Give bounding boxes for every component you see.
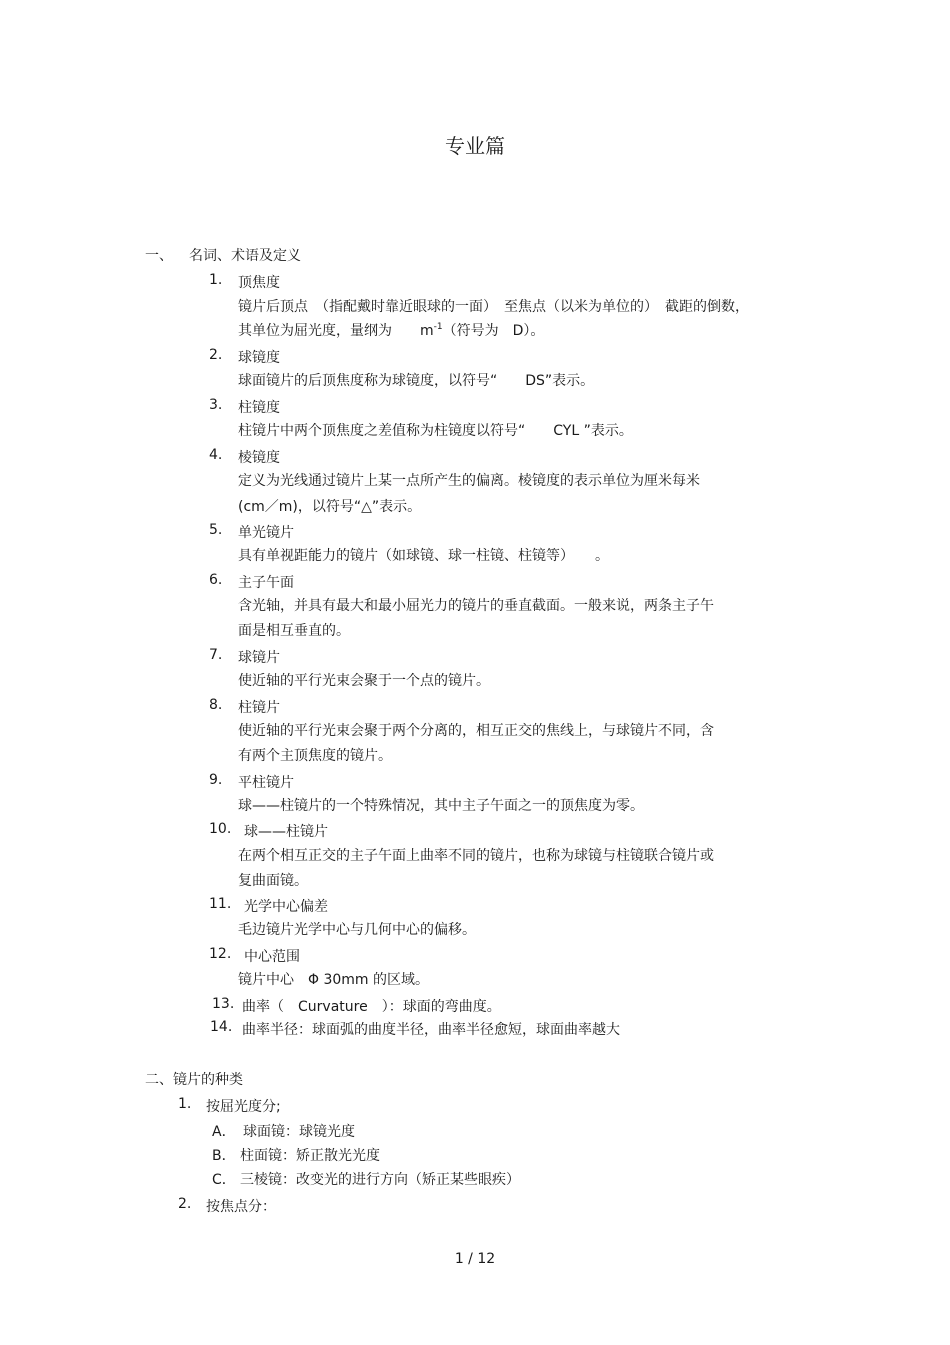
- item-9-number: 9.: [209, 772, 223, 788]
- item-4-number: 4.: [209, 447, 223, 463]
- item-6-line-2: 面是相互垂直的。: [238, 623, 350, 639]
- item-10-line-1: 在两个相互正交的主子午面上曲率不同的镜片，也称为球镜与柱镜联合镜片或: [238, 848, 714, 864]
- item-14-number: 14.: [210, 1019, 233, 1035]
- item-13-number: 13.: [212, 996, 235, 1012]
- item-5-number: 5.: [209, 522, 223, 538]
- item-6-number: 6.: [209, 572, 223, 588]
- item-7-number: 7.: [209, 647, 223, 663]
- section2-item-a-marker: A．: [212, 1124, 236, 1140]
- section2-heading: 二、镜片的种类: [145, 1072, 243, 1088]
- item-9-term: 平柱镜片: [238, 775, 294, 791]
- item-1-line-2-end: （符号为 D）。: [442, 323, 545, 339]
- item-12-term: 中心范围: [244, 949, 300, 965]
- item-1-superscript: -1: [433, 322, 443, 332]
- section1-marker: 一、: [145, 248, 173, 264]
- item-3-term: 柱镜度: [238, 400, 280, 416]
- item-2-number: 2.: [209, 347, 223, 363]
- item-6-line-1: 含光轴，并具有最大和最小屈光力的镜片的垂直截面。一般来说，两条主子午: [238, 598, 714, 614]
- item-12-number: 12.: [209, 946, 232, 962]
- item-10-term: 球——柱镜片: [244, 824, 328, 840]
- item-1-term: 顶焦度: [238, 275, 280, 291]
- item-1-line-1: 镜片后顶点 （指配戴时靠近眼球的一面） 至焦点（以米为单位的） 截距的倒数，: [238, 299, 749, 315]
- item-3-line-1: 柱镜片中两个顶焦度之差值称为柱镜度以符号“ CYL ”表示。: [238, 423, 633, 439]
- item-11-term: 光学中心偏差: [244, 899, 328, 915]
- item-8-number: 8.: [209, 697, 223, 713]
- item-4-line-2: (cm／m)，以符号“△”表示。: [238, 499, 422, 515]
- page-number: 1 / 12: [454, 1251, 496, 1267]
- item-9-line-1: 球——柱镜片的一个特殊情况，其中主子午面之一的顶焦度为零。: [238, 798, 644, 814]
- item-3-number: 3.: [209, 397, 223, 413]
- section2-item-b-text: 柱面镜：矫正散光光度: [240, 1148, 380, 1164]
- item-2-line-1: 球面镜片的后顶焦度称为球镜度，以符号“ DS”表示。: [238, 373, 595, 389]
- section2-item-1-text: 按屈光度分;: [206, 1099, 281, 1115]
- section2-item-1-number: 1.: [178, 1096, 192, 1112]
- item-7-line-1: 使近轴的平行光束会聚于一个点的镜片。: [238, 673, 490, 689]
- section2-item-c-text: 三棱镜：改变光的进行方向（矫正某些眼疾）: [240, 1172, 520, 1188]
- item-2-term: 球镜度: [238, 350, 280, 366]
- section2-item-2-number: 2.: [178, 1196, 192, 1212]
- section1-heading: 名词、术语及定义: [189, 248, 301, 264]
- item-8-line-2: 有两个主顶焦度的镜片。: [238, 748, 392, 764]
- item-5-term: 单光镜片: [238, 525, 294, 541]
- item-13-term: 曲率（ Curvature ）：球面的弯曲度。: [242, 999, 501, 1015]
- item-5-line-1: 具有单视距能力的镜片（如球镜、球一柱镜、柱镜等） 。: [238, 548, 609, 564]
- item-8-line-1: 使近轴的平行光束会聚于两个分离的，相互正交的焦线上，与球镜片不同，含: [238, 723, 714, 739]
- item-12-line-1: 镜片中心 Φ 30mm 的区域。: [238, 972, 430, 988]
- item-4-term: 棱镜度: [238, 450, 280, 466]
- item-10-number: 10.: [209, 821, 232, 837]
- item-1-line-2-text: 其单位为屈光度，量纲为 m: [238, 323, 434, 339]
- item-6-term: 主子午面: [238, 575, 294, 591]
- section2-item-c-marker: C．: [212, 1172, 236, 1188]
- item-7-term: 球镜片: [238, 650, 280, 666]
- item-14-term: 曲率半径：球面弧的曲度半径，曲率半径愈短，球面曲率越大: [242, 1022, 620, 1038]
- item-1-number: 1.: [209, 272, 223, 288]
- item-10-line-2: 复曲面镜。: [238, 873, 308, 889]
- item-11-number: 11.: [209, 896, 232, 912]
- section2-item-a-text: 球面镜：球镜光度: [243, 1124, 355, 1140]
- item-4-line-1: 定义为光线通过镜片上某一点所产生的偏离。棱镜度的表示单位为厘米每米: [238, 473, 700, 489]
- section2-item-b-marker: B．: [212, 1148, 236, 1164]
- section2-item-2-text: 按焦点分：: [206, 1199, 276, 1215]
- page-title: 专业篇: [445, 134, 505, 158]
- item-11-line-1: 毛边镜片光学中心与几何中心的偏移。: [238, 922, 476, 938]
- item-1-line-2: [238, 320, 544, 340]
- item-8-term: 柱镜片: [238, 700, 280, 716]
